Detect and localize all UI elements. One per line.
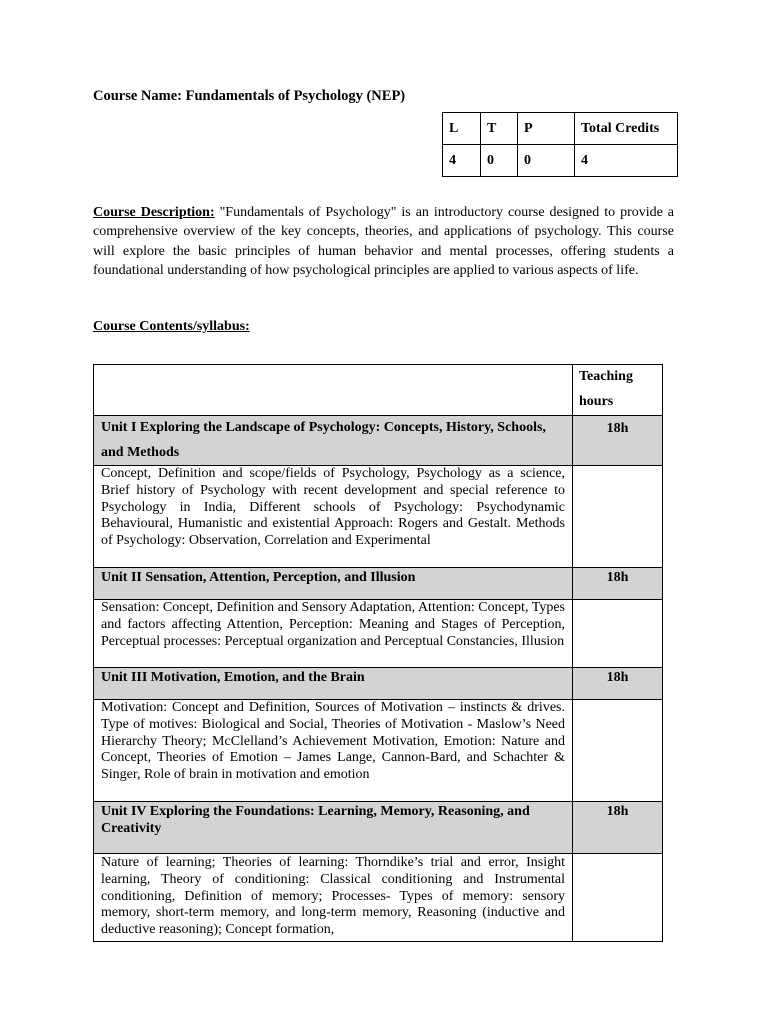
unit-content-hours-cell — [573, 600, 663, 668]
course-description-label: Course Description: — [93, 205, 215, 220]
credits-header-row — [443, 113, 678, 145]
unit-hours: 18h — [573, 668, 663, 700]
unit-row — [94, 568, 663, 600]
unit-content-row — [94, 700, 663, 802]
unit-row — [94, 416, 663, 466]
unit-content-row — [94, 854, 663, 942]
teaching-hours-header — [573, 365, 663, 416]
unit-content-row — [94, 600, 663, 668]
unit-content-row — [94, 466, 663, 568]
unit-content: Concept, Definition and scope/fields of Psychology, Psychology as a science, Brief history of Psychology with recent development and special reference to Psychology in India, Different schools of Psychology: Psychodynamic Behavioural, Humanistic and existential Approach: Rogers and Gestalt. Methods of Psychology: Observation, Correlation and Experimental — [94, 466, 573, 568]
teaching-hours-label-line1: Teaching — [579, 369, 633, 384]
syllabus-header-empty-cell — [94, 365, 573, 416]
course-contents-heading: Course Contents/syllabus: — [93, 319, 250, 334]
unit-title: Unit III Motivation, Emotion, and the Brain — [94, 668, 573, 700]
unit-row — [94, 802, 663, 854]
practical-header: P — [518, 113, 575, 145]
unit-content-hours-cell — [573, 854, 663, 942]
unit-content: Sensation: Concept, Definition and Sensory Adaptation, Attention: Concept, Types and factors affecting Attention, Perception: Meaning and Stages of Perception, Perceptual processes: Perceptual organization and Perceptual Constancies, Illusion — [94, 600, 573, 668]
tutorial-value: 0 — [481, 145, 518, 177]
teaching-hours-label-line2: hours — [579, 393, 614, 409]
course-description — [93, 203, 674, 281]
course-name-heading: Course Name: Fundamentals of Psychology (NEP) — [93, 88, 406, 104]
syllabus-table — [93, 364, 663, 942]
unit-content-hours-cell — [573, 700, 663, 802]
syllabus-header-row — [94, 365, 663, 416]
unit-content-hours-cell — [573, 466, 663, 568]
unit-row — [94, 668, 663, 700]
unit-title: Unit I Exploring the Landscape of Psychology: Concepts, History, Schools, and Methods — [94, 416, 573, 466]
lecture-header: L — [443, 113, 481, 145]
unit-content: Motivation: Concept and Definition, Sources of Motivation – instincts & drives. Type of motives: Biological and Social, Theories of Motivation - Maslow’s Need Hierarchy Theory; McClelland’s Achievement Motivation, Emotion: Nature and Concept, Theories of Emotion – James Lange, Cannon-Bard, and Schachter & Singer, Role of brain in motivation and emotion — [94, 700, 573, 802]
unit-hours: 18h — [573, 802, 663, 854]
tutorial-header: T — [481, 113, 518, 145]
course-description-text: "Fundamentals of Psychology" is an introductory course designed to provide a comprehensive overview of the key concepts, theories, and applications of psychology. This course will explore the basic principles of human behavior and mental processes, offering students a foundational understanding of how psychological principles are applied to various aspects of life. — [93, 205, 674, 279]
total-credits-value: 4 — [575, 145, 678, 177]
practical-value: 0 — [518, 145, 575, 177]
credits-value-row — [443, 145, 678, 177]
total-credits-header: Total Credits — [575, 113, 678, 145]
unit-title: Unit IV Exploring the Foundations: Learning, Memory, Reasoning, and Creativity — [94, 802, 573, 854]
credits-table — [442, 112, 678, 177]
unit-hours: 18h — [573, 416, 663, 466]
unit-hours: 18h — [573, 568, 663, 600]
unit-title: Unit II Sensation, Attention, Perception, and Illusion — [94, 568, 573, 600]
unit-content: Nature of learning; Theories of learning: Thorndike’s trial and error, Insight learning, Theory of conditioning: Classical conditioning and Instrumental conditioning, Definition of memory; Processes- Types of memory: sensory memory, short-term memory, and long-term memory, Reasoning (inductive and deductive reasoning); Concept formation, — [94, 854, 573, 942]
lecture-value: 4 — [443, 145, 481, 177]
